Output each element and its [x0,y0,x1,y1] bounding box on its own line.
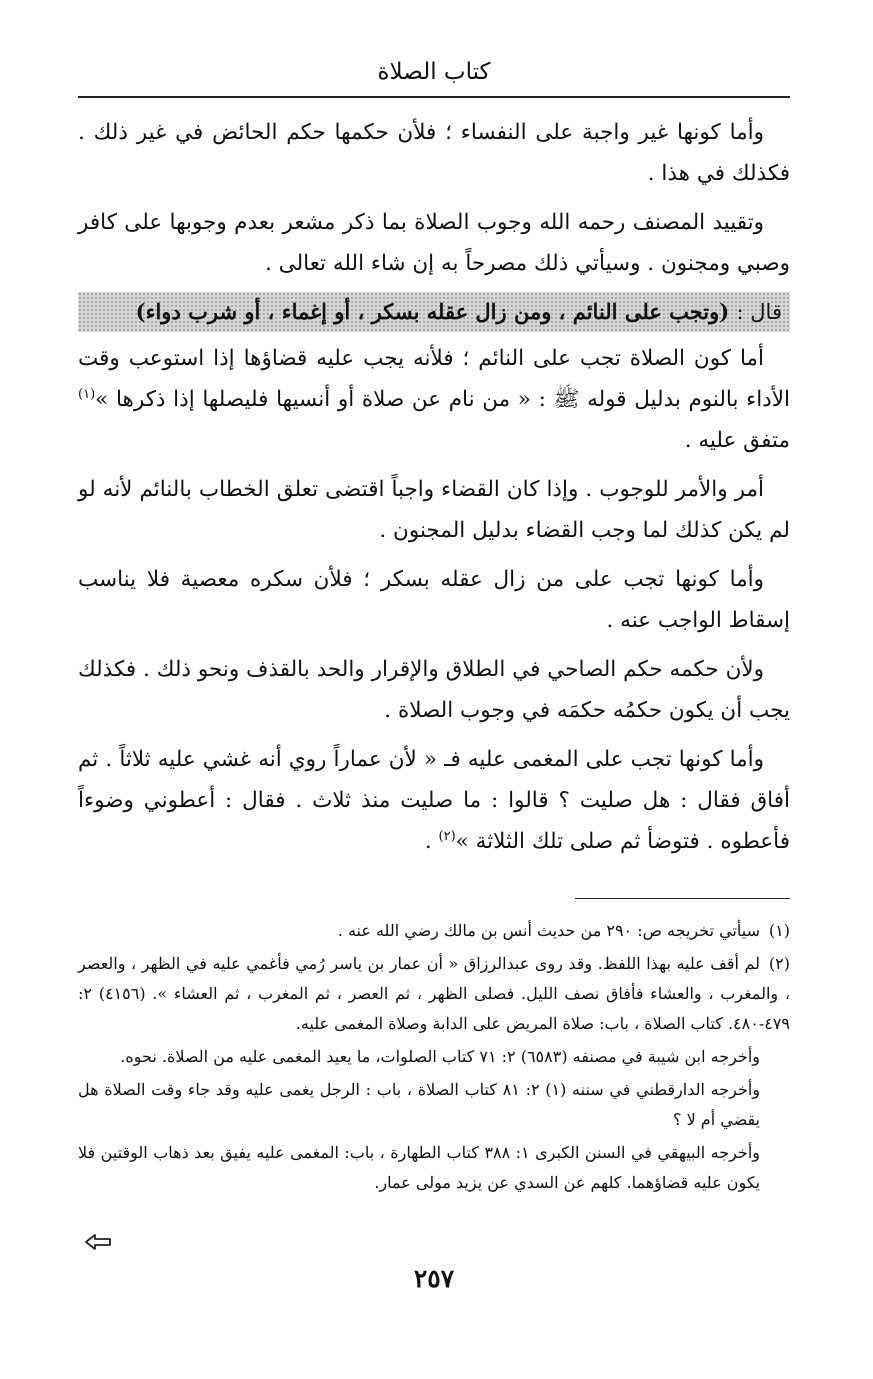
footnote-2-number: (٢) [768,954,790,973]
paragraph-3-end: متفق عليه . [684,428,790,453]
footnote-2-daraqutni: وأخرجه الدارقطني في سننه (١) ٢: ٨١ كتاب الصلاة ، باب : الرجل يغمى عليه وقد جاء وقت الصلاة هل يقضي أم لا ؟ [78,1080,761,1129]
footnote-1-text: سيأتي تخريجه ص: ٢٩٠ من حديث أنس بن مالك رضي الله عنه . [337,921,760,940]
footnotes [78,916,790,1201]
header-divider [78,96,790,98]
paragraph-5: وأما كونها تجب على من زال عقله بسكر ؛ فلأن سكره معصية فلا يناسب إسقاط الواجب عنه . [78,567,790,633]
paragraph-4: أمر والأمر للوجوب . وإذا كان القضاء واجباً اقتضى تعلق الخطاب بالنائم لأنه لو لم يكن كذلك لما وجب القضاء بدليل المجنون . [78,477,790,543]
paragraph-3-text: أما كون الصلاة تجب على النائم ؛ فلأنه يجب عليه قضاؤها إذا استوعب وقت الأداء بالنوم بدليل قوله ﷺ : « من نام عن صلاة أو أنسيها فليصلها إذا ذكرها » [78,346,790,412]
matn-text: (وتجب على النائم ، ومن زال عقله بسكر ، أو إغماء ، أو شرب دواء) [135,299,730,324]
running-header: كتاب الصلاة [377,59,491,85]
footnote-2 [78,949,790,1039]
next-page-arrow-icon[interactable] [84,1232,112,1252]
qal-label: قال : [736,300,782,324]
book-page [78,0,790,1379]
page-number: ٢٥٧ [413,1264,455,1293]
footnote-2-ibn-shaybah: وأخرجه ابن شيبة في مصنفه (٦٥٨٣) ٢: ٧١ كتاب الصلوات، ما يعيد المغمى عليه من الصلاة. نحوه. [120,1047,760,1066]
paragraph-7-text: وأما كونها تجب على المغمى عليه فـ « لأن عماراً روي أنه غشي عليه ثلاثاً . ثم أفاق فقال : هل صليت ؟ قالوا : ما صليت منذ ثلاث . فقال : أعطوني وضوءاً فأعطوه . فتوضأ ثم صلى تلك الثلاثة » [78,747,790,854]
main-text [78,112,790,870]
paragraph-3 [78,338,790,461]
footnote-ref-2[interactable]: (٢) [438,828,456,844]
footnote-ref-1[interactable]: (١) [78,386,96,402]
paragraph-6: ولأن حكمه حكم الصاحي في الطلاق والإقرار والحد بالقذف ونحو ذلك . فكذلك يجب أن يكون حكمُه حكمَه في وجوب الصلاة . [78,657,790,723]
matn-highlight-band [78,292,790,332]
footnote-2-bayhaqi: وأخرجه البيهقي في السنن الكبرى ١: ٣٨٨ كتاب الطهارة ، باب: المغمى عليه يفيق بعد ذهاب الوقتين فلا يكون عليه قضاؤهما. كلهم عن السدي عن يزيد مولى عمار. [78,1143,760,1192]
footnote-divider [575,898,790,899]
footnote-1 [78,916,790,946]
paragraph-7 [78,739,790,862]
footnote-1-number: (١) [768,921,790,940]
paragraph-1: وأما كونها غير واجبة على النفساء ؛ فلأن حكمها حكم الحائض في غير ذلك . فكذلك في هذا . [78,120,790,186]
paragraph-7-end: . [424,829,439,854]
footnote-2-text: لم أقف عليه بهذا اللفظ. وقد روى عبدالرزاق « أن عمار بن ياسر رُمي فأغمي عليه في الظهر ، والعصر ، والمغرب ، والعشاء فأفاق نصف الليل. فصلى الظهر ، ثم العصر ، ثم المغرب ، ثم العشاء ». (٤١٥٦) ٢: ٤٧٩-٤٨٠. كتاب الصلاة ، باب: صلاة المريض على الدابة وصلاة المغمى عليه. [78,954,791,1033]
paragraph-2: وتقييد المصنف رحمه الله وجوب الصلاة بما ذكر مشعر بعدم وجوبها على كافر وصبي ومجنون . وسيأتي ذلك مصرحاً به إن شاء الله تعالى . [78,210,790,276]
